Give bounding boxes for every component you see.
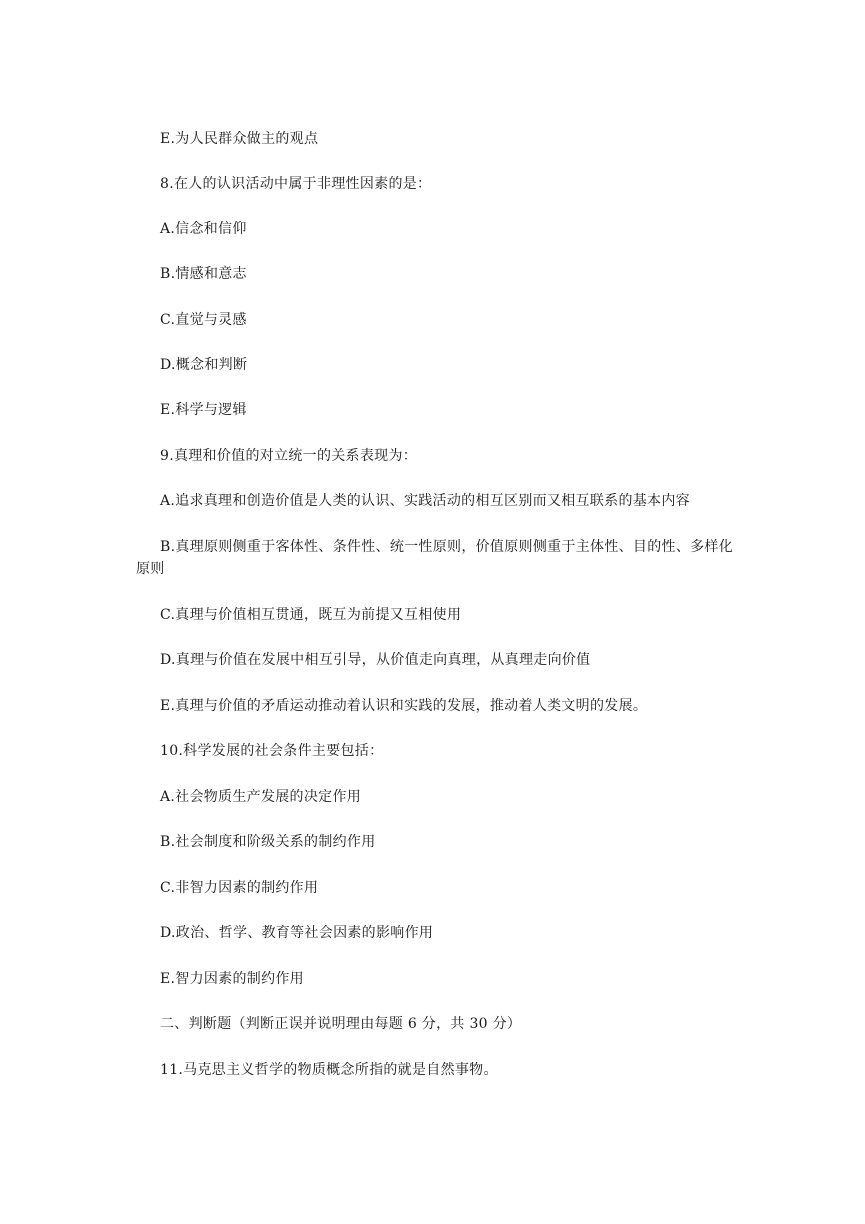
q10-option-d: D.政治、哲学、教育等社会因素的影响作用 xyxy=(160,925,434,941)
q11-question: 11.马克思主义哲学的物质概念所指的就是自然事物。 xyxy=(160,1062,498,1078)
q10-option-c: C.非智力因素的制约作用 xyxy=(160,880,319,896)
q9-option-a: A.追求真理和创造价值是人类的认识、实践活动的相互区别而又相互联系的基本内容 xyxy=(160,493,690,509)
q9-option-d: D.真理与价值在发展中相互引导，从价值走向真理，从真理走向价值 xyxy=(160,652,591,668)
q8-option-e: E.科学与逻辑 xyxy=(160,402,247,418)
q9-option-c: C.真理与价值相互贯通，既互为前提又互相使用 xyxy=(160,607,462,623)
section-heading-judgment: 二、判断题（判断正误并说明理由每题 6 分，共 30 分） xyxy=(160,1016,522,1032)
q8-option-c: C.直觉与灵感 xyxy=(160,312,247,328)
q9-option-b: B.真理原则侧重于客体性、条件性、统一性原则，价值原则侧重于主体性、目的性、多样化原则 xyxy=(136,539,734,577)
q8-option-d: D.概念和判断 xyxy=(160,357,248,373)
q10-option-a: A.社会物质生产发展的决定作用 xyxy=(160,789,362,805)
q9-question: 9.真理和价值的对立统一的关系表现为： xyxy=(160,448,418,464)
q9-option-e: E.真理与价值的矛盾运动推动着认识和实践的发展，推动着人类文明的发展。 xyxy=(160,698,648,714)
q10-option-b: B.社会制度和阶级关系的制约作用 xyxy=(160,834,376,850)
q8-option-a: A.信念和信仰 xyxy=(160,221,247,237)
q8-question: 8.在人的认识活动中属于非理性因素的是： xyxy=(160,176,432,192)
q8-option-b: B.情感和意志 xyxy=(160,266,247,282)
q10-question: 10.科学发展的社会条件主要包括： xyxy=(160,743,384,759)
q7-option-e: E.为人民群众做主的观点 xyxy=(160,131,319,147)
q10-option-e: E.智力因素的制约作用 xyxy=(160,971,304,987)
